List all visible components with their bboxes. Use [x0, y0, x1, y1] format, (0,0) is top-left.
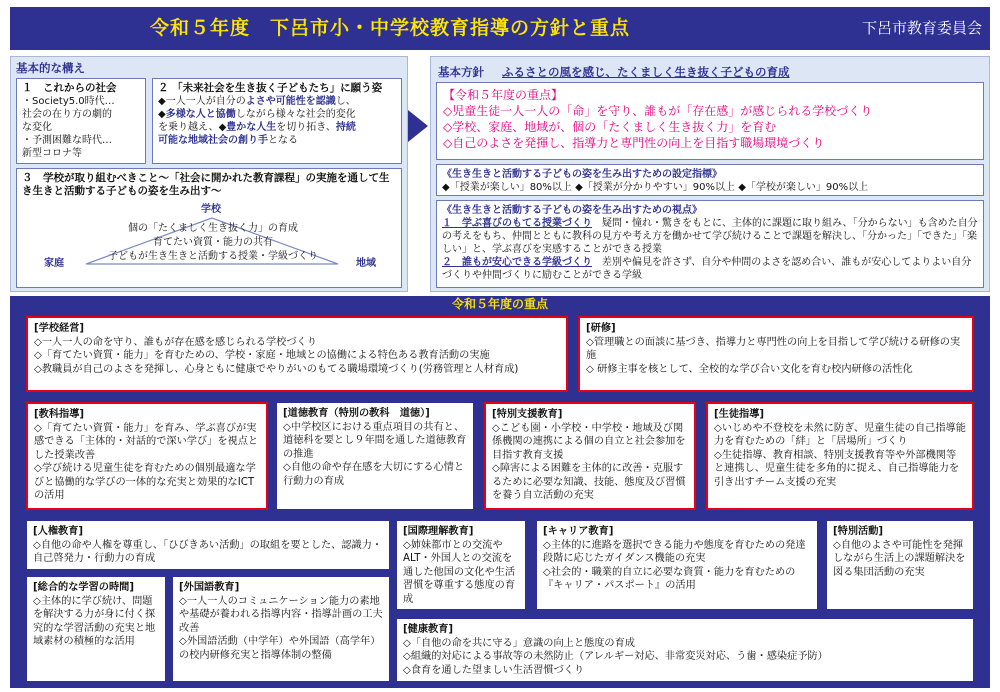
priorities-box [436, 82, 984, 160]
card-line: ◇教職員が自己のよさを発揮し、心身ともに健康でやりがいのもてる職場環境づくり(労務管理と人材育成) [34, 363, 519, 375]
index-title: 《生き生きと活動する子どもの姿を生み出すための設定指標》 [442, 169, 722, 180]
foreign-language-card [172, 576, 390, 682]
international-card [396, 520, 526, 610]
basics-title: 基本的な構え [16, 61, 85, 75]
card-line: ◇いじめや不登校を未然に防ぎ、児童生徒の自己指導能力を育むための「絆」と「居場所」づくり [714, 422, 966, 447]
card-line: ◇社会的・職業的自立に必要な資質・能力を育むための『キャリア・パスポート』の活用 [543, 566, 796, 591]
society-box [16, 78, 146, 164]
card-line: ◇一人一人のコミュニケーション能力の素地や基礎が養われる指導内容・指導計画の工夫改善 [179, 595, 383, 634]
viewpoint-2: ２ 誰もが安心できる学級づくり 差別や偏見を許さず、自分や仲間のよさを認め合い、誰もが安心してよりよい自分づくりや仲間づくりに励むことができる学級 [442, 257, 972, 281]
society-line: ・予測困難な時代… [22, 135, 112, 146]
health-education-card [396, 618, 974, 682]
header-bar [10, 7, 990, 50]
card-line: ◇自他の命や存在感を大切にする心情と行動力の育成 [283, 462, 465, 487]
society-line: な変化 [22, 122, 52, 133]
card-line: ◇「育てたい資質・能力」を育むための、学校・家庭・地域との協働による特色ある教育活動の実施 [34, 350, 490, 361]
society-line: 社会の在り方の劇的 [22, 109, 112, 120]
card-title: [国際理解教育] [403, 526, 474, 537]
page-title: 令和５年度 下呂市小・中学校教育指導の方針と重点 [149, 17, 630, 39]
viewpoint-box [436, 200, 984, 288]
training-card [578, 316, 974, 392]
card-line: ◇自他のよさや可能性を発揮しながら生活上の課題解決を図る集団活動の充実 [833, 539, 966, 578]
student-guidance-card [706, 402, 974, 510]
moral-education-card [276, 402, 474, 510]
society-line: 新型コロナ等 [22, 148, 82, 159]
card-title: [道徳教育（特別の教科 道徳）] [283, 408, 430, 419]
card-title: [学校経営] [34, 323, 85, 334]
card-line: ◇「自他の命を共に守る」意識の向上と態度の育成 [403, 637, 635, 649]
policy-text: ふるさとの風を感じ、たくましく生き抜く子どもの育成 [502, 65, 790, 79]
policy-label: 基本方針 [438, 65, 484, 79]
priority-item: ◇学校、家庭、地域が、個の「たくましく生き抜く力」を育む [443, 120, 777, 134]
integrated-study-card [26, 576, 166, 682]
card-line: ◇「育てたい資質・能力」を育み、学ぶ喜びが実感できる「主体的・対話的で深い学び」を視点とした授業改善 [34, 422, 259, 461]
desired-line-4: 可能な地域社会の創り手となる [158, 135, 298, 146]
viewpoint-title: 《生き生きと活動する子どもの姿を生み出すための視点》 [442, 205, 702, 216]
triangle-line-3: 子どもが生き生きと活動する授業・学級づくり [108, 251, 318, 262]
school-label: 学校 [201, 204, 221, 215]
card-line: ◇外国語活動（中学年）や外国語（高学年）の校内研修充実と指導体制の整備 [179, 636, 381, 661]
special-support-card [484, 402, 696, 510]
priority-item: ◇自己のよさを発揮し、指導力と専門性の向上を目指す職場環境づくり [443, 136, 825, 150]
region-label: 地域 [356, 258, 376, 269]
card-line: ◇学び続ける児童生徒を育むための個別最適な学びと協働的な学びの一体的な充実と効果的なICTの活用 [34, 463, 256, 501]
society-box-title: １ これからの社会 [22, 82, 117, 94]
subject-guidance-card [26, 402, 268, 510]
career-card [536, 520, 818, 610]
card-title: [特別支援教育] [492, 409, 563, 420]
card-line: ◇ 研修主事を核として、全校的な学び合い文化を育む校内研修の活性化 [586, 363, 913, 375]
card-title: [キャリア教育] [543, 526, 614, 537]
school-management-card [26, 316, 568, 392]
index-box [436, 164, 984, 196]
home-label: 家庭 [44, 258, 64, 269]
desired-figure-box [152, 78, 402, 164]
card-line: ◇主体的に進路を選択できる能力や態度を育むための発達段階に応じたガイダンス機能の充実 [543, 539, 806, 564]
special-activities-card [826, 520, 974, 610]
card-line: ◇食育を通した望ましい生活習慣づくり [403, 664, 585, 676]
card-line: ◇主体的に学び続け、問題を解決する力が身に付く探究的な学習活動の充実と地域素材の積極的な活用 [33, 595, 156, 647]
card-title: [研修] [586, 323, 616, 334]
arrow-right-icon [408, 110, 428, 142]
card-title: [外国語教育] [179, 582, 240, 593]
card-title: [生徒指導] [714, 409, 765, 420]
card-title: [特別活動] [833, 526, 884, 537]
viewpoint-1: １ 学ぶ喜びのもてる授業づくり 疑問・憧れ・驚きをもとに、主体的に課題に取り組み、「分からない」も含めた自分の考えをもち、仲間とともに教科の見方や考え方を働かせて学び続けることで課題を解決し、「分かった」「できた」「楽しい」と、学ぶ喜びを実感することができる授業 [442, 218, 978, 255]
card-line: ◇生徒指導、教育相談、特別支援教育等や外部機関等と連携し、児童生徒を多角的に捉え、自己指導能力を引き出すチーム支援の充実 [714, 449, 960, 488]
triangle-line-2: 育てたい資質・能力の共有 [153, 237, 273, 248]
triangle-line-1: 個の「たくましく生き抜く力」の育成 [128, 223, 298, 234]
card-line: ◇姉妹都市との交流やALT・外国人との交流を通した他国の文化や生活習慣を尊重する態度の育成 [403, 539, 516, 605]
card-line: ◇管理職との面談に基づき、指導力と専門性の向上を目指して学び続ける研修の実施 [586, 336, 961, 361]
school-tasks-title: ３ 学校が取り組むべきこと～「社会に開かれた教育課程」の実施を通して生き生きと活動する子どもの姿を生み出す～ [22, 172, 390, 197]
desired-line-3: を乗り越え、◆豊かな人生を切り拓き、持続 [158, 122, 356, 133]
card-title: [健康教育] [403, 624, 454, 635]
card-title: [総合的な学習の時間] [33, 582, 134, 593]
card-line: ◇組織的対応による事故等の未然防止（アレルギー対応、非常変災対応、う歯・感染症予防） [403, 651, 828, 662]
desired-figure-title: ２ 「未来社会を生き抜く子どもたち」に願う姿 [158, 82, 383, 94]
desired-line-2: ◆多様な人と協働しながら様々な社会的変化 [158, 109, 356, 120]
bottom-title: 令和５年度の重点 [451, 297, 548, 311]
priority-item: ◇児童生徒一人一人の「命」を守り、誰もが「存在感」が感じられる学校づくり [443, 104, 873, 118]
card-line: ◇障害による困難を主体的に改善・克服するために必要な知識、技能、態度及び習慣を養う自立活動の充実 [492, 463, 686, 501]
card-line: ◇自他の命や人権を尊重し、「ひびきあい活動」の取組を要とした、認識力・自己啓発力・行動力の育成 [33, 539, 383, 564]
card-title: [人権教育] [33, 526, 84, 537]
card-line: ◇こども園・小学校・中学校・地域及び関係機関の連携による個の自立と社会参加を目指す教育支援 [492, 422, 686, 461]
desired-line-1: ◆一人一人が自分のよさや可能性を認識し、 [158, 96, 356, 107]
human-rights-card [26, 520, 390, 570]
card-line: ◇中学校区における重点項目の共有と、道徳科を要とし９年間を通した道徳教育の推進 [283, 421, 467, 460]
card-title: [教科指導] [34, 409, 85, 420]
priorities-title: 【令和５年度の重点】 [443, 88, 564, 102]
organization-name: 下呂市教育委員会 [861, 19, 982, 37]
index-text: ◆「授業が楽しい」80%以上 ◆「授業が分かりやすい」90%以上 ◆「学校が楽しい」90%以上 [442, 182, 869, 193]
society-line: ・Society5.0時代… [22, 96, 115, 107]
card-line: ◇一人一人の命を守り、誰もが存在感を感じられる学校づくり [34, 336, 317, 348]
